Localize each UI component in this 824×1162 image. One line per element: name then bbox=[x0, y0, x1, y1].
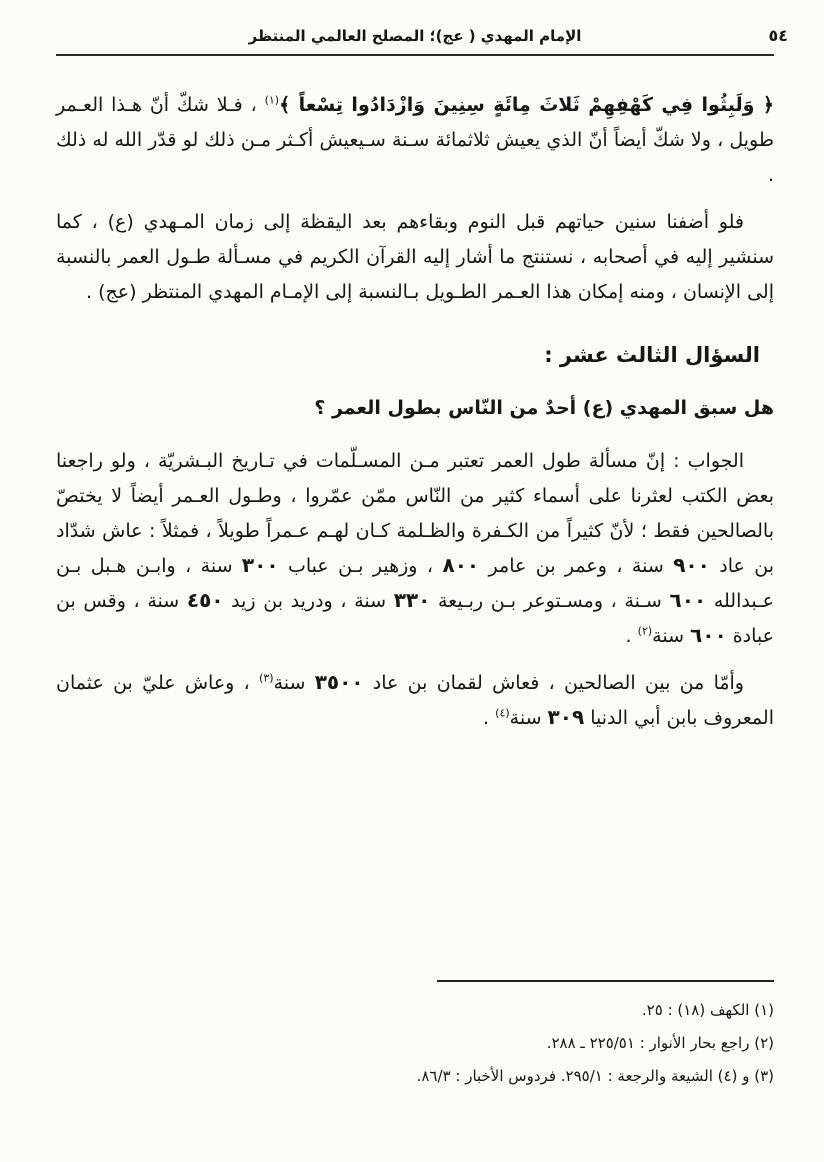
paragraph-verse bbox=[56, 88, 774, 193]
text-segment: . bbox=[483, 707, 496, 729]
section-heading: السؤال الثالث عشر : bbox=[544, 343, 760, 367]
footnote-ref: (٤) bbox=[495, 706, 510, 720]
text-segment: سنة ، وعمر بن عامر bbox=[479, 555, 674, 577]
text-segment: سنة ، وابـن هـبل بـن عـبدالله bbox=[56, 555, 774, 612]
text-segment: وأمّا من بين الصالحين ، فعاش لقمان بن عاد bbox=[363, 672, 744, 694]
text-segment: ٣٥٠٠ bbox=[314, 670, 364, 694]
text-segment: سنة bbox=[652, 625, 691, 647]
footnote: (٢) راجع بحار الأنوار : ٢٢٥/٥١ ـ ٢٨٨. bbox=[546, 1034, 774, 1052]
book-title: الإمام المهدي ( عج)؛ المصلح العالمي المنتظر bbox=[248, 27, 582, 45]
text-segment: . bbox=[625, 625, 638, 647]
text-segment: سنة bbox=[273, 672, 315, 694]
text-segment: سنة bbox=[509, 707, 548, 729]
section-question: هل سبق المهدي (ع) أحدٌ من النّاس بطول العمر ؟ bbox=[314, 397, 774, 419]
footnotes-section bbox=[56, 980, 774, 1093]
text-segment: ٦٠٠ bbox=[669, 588, 707, 612]
text-segment: ٨٠٠ bbox=[442, 553, 480, 577]
text-segment: ، وعاش عليّ بن عثمان المعروف بابن أبي الدنيا bbox=[56, 672, 774, 729]
text-segment: ٣٠٠ bbox=[241, 553, 279, 577]
text-segment: الجواب : إنّ مسألة طول العمر تعتبر مـن المسـلّمات في تـاريخ البـشريّة ، ولو راجعنا بعض الكتب لعثرنا على أسماء كثير من النّاس ممّن عمّروا ، وطـول العـمر أيضاً لا يختصّ بالصالحين فقط ؛ لأنّ كثيراً من الكـفرة والظـلمة كـان لهـم عـمراً طويلاً ، فمثلاً : عاش شدّاد بن عاد bbox=[56, 450, 775, 577]
footnote-separator bbox=[437, 980, 774, 982]
footnote: (١) الكهف (١٨) : ٢٥. bbox=[641, 1001, 774, 1019]
text-segment: سـنة ، ومسـتوعر بـن ربـيعة bbox=[430, 590, 670, 612]
text-segment: ٩٠٠ bbox=[673, 553, 710, 577]
footnote-ref: (٢) bbox=[637, 624, 653, 638]
answer-paragraph-1 bbox=[56, 444, 774, 654]
text-segment: ، فـلا شكّ أنّ هـذا العـمر طويل ، ولا شكّ أيضاً أنّ الذي يعيش ثلاثمائة سـنة سـيعيش أكـثر مـن ذلك لو قدّر الله له ذلك . bbox=[56, 94, 774, 186]
page-body bbox=[56, 88, 774, 736]
text-segment: سنة ، ودريد بن زيد bbox=[223, 590, 394, 612]
footnote: (٣) و (٤) الشيعة والرجعة : ٢٩٥/١. فردوس الأخبار : ٨٦/٣. bbox=[416, 1067, 774, 1085]
text-segment: سنة ، وقس بن عبادة bbox=[56, 590, 774, 647]
text-segment: ٣٠٩ bbox=[547, 705, 585, 729]
page-header bbox=[56, 26, 788, 56]
text-segment: ٣٣٠ bbox=[393, 588, 431, 612]
paragraph-lifespan: فلو أضفنا سنين حياتهم قبل النوم وبقاءهم بعد اليقظة إلى زمان المـهدي (ع) ، كما سنشير إليه في أصحابه ، نستنتج ما أشار إليه القرآن الكريم في مسـألة طـول العمر بالنسبة إلى الإنسان ، ومنه إمكان هذا العـمر الطـويل بـالنسبة إلى الإمـام المهدي المنتظر (عج) . bbox=[56, 211, 774, 303]
footnote-ref: (١) bbox=[264, 93, 280, 107]
text-segment: ٦٠٠ bbox=[690, 623, 727, 647]
page-number: ٥٤ bbox=[768, 26, 788, 45]
text-segment: ، وزهير بـن عباب bbox=[278, 555, 443, 577]
footnote-ref: (٣) bbox=[259, 671, 274, 685]
answer-paragraph-2 bbox=[56, 666, 774, 736]
text-segment: ٤٥٠ bbox=[186, 588, 224, 612]
quran-verse: ﴿ وَلَبِثُوا فِي كَهْفِهِمْ ثَلاثَ مِائَةٍ سِنِينَ وَازْدَادُوا تِسْعاً ﴾ bbox=[279, 94, 774, 116]
